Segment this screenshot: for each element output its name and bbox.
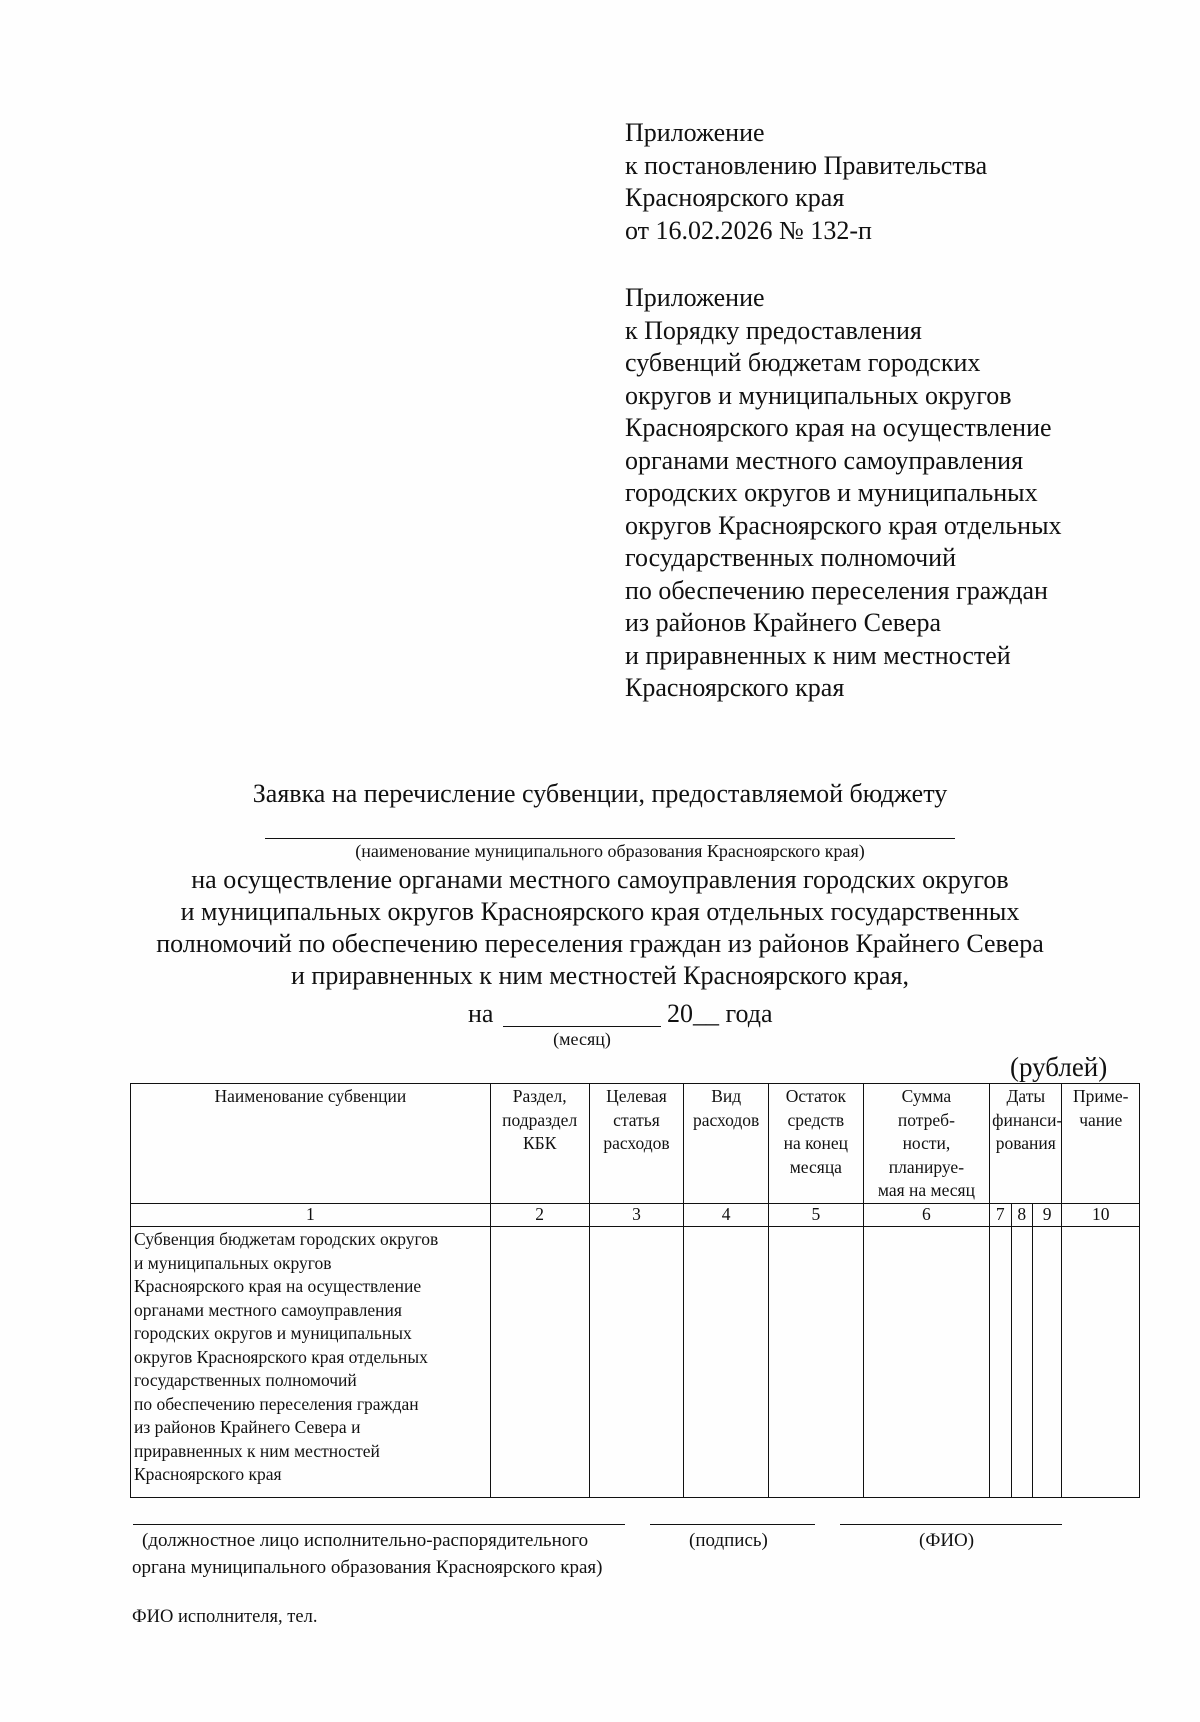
period-year: 20__ года <box>667 999 773 1028</box>
subsidy-name-line: государственных полномочий <box>134 1370 357 1390</box>
header-text-line: на конец <box>783 1133 849 1153</box>
appendix-line: органами местного самоуправления <box>625 445 1024 475</box>
header-balance <box>768 1084 863 1204</box>
appendix-line: и приравненных к ним местностей <box>625 640 1011 670</box>
article-cell <box>589 1227 684 1498</box>
header-text-line: чание <box>1079 1109 1123 1130</box>
date-cell-8 <box>1011 1227 1032 1498</box>
column-number: 5 <box>768 1204 863 1227</box>
header-text-line: КБК <box>522 1133 557 1153</box>
appendix-line: Приложение <box>625 118 765 147</box>
kbk-cell <box>490 1227 589 1498</box>
column-number: 7 <box>990 1204 1011 1227</box>
subsidy-name-line: округов Красноярского края отдельных <box>134 1346 428 1367</box>
column-number: 4 <box>684 1204 769 1227</box>
subsidy-name-line: приравненных к ним местностей <box>134 1440 380 1461</box>
date-cell-9 <box>1032 1227 1062 1498</box>
appendix-line: округов и муниципальных округов <box>625 380 1012 410</box>
header-text-line: Приме- <box>1073 1086 1129 1106</box>
header-text-line: средств <box>787 1109 845 1130</box>
header-text-line: Раздел, <box>512 1086 567 1106</box>
header-text-line: Остаток <box>785 1086 846 1106</box>
header-text-line: расходов <box>603 1133 670 1153</box>
column-number: 9 <box>1032 1204 1062 1227</box>
full-name-caption: (ФИО) <box>919 1530 975 1551</box>
header-text-line: финанси- <box>992 1109 1063 1130</box>
appendix-line: городских округов и муниципальных <box>625 478 1038 507</box>
signature-caption: (подпись) <box>689 1530 768 1551</box>
header-text-line: Даты <box>1006 1086 1046 1106</box>
units-label: (рублей) <box>1010 1052 1108 1082</box>
municipality-name-line <box>265 838 955 839</box>
header-kbk <box>490 1084 589 1204</box>
appendix-line: округов Красноярского края отдельных <box>625 510 1062 540</box>
column-number: 10 <box>1062 1204 1140 1227</box>
column-number: 2 <box>490 1204 589 1227</box>
appendix-line: Красноярского края <box>625 673 845 702</box>
column-number: 1 <box>131 1204 491 1227</box>
appendix-line: государственных полномочий <box>625 543 957 572</box>
header-text-line: планируе- <box>888 1156 965 1177</box>
header-text-line: Сумма <box>901 1086 952 1106</box>
subsidy-name-line: Красноярского края <box>134 1464 282 1484</box>
official-caption-line: (должностное лицо исполнительно-распорядительного <box>142 1530 589 1551</box>
appendix-line: по обеспечению переселения граждан <box>625 575 1048 605</box>
header-need <box>863 1084 989 1204</box>
appendix-line: к постановлению Правительства <box>625 150 988 180</box>
official-caption-line: органа муниципального образования Красноярского края) <box>132 1557 603 1578</box>
month-caption: (месяц) <box>553 1029 611 1049</box>
official-signature-line <box>133 1524 625 1525</box>
appendix-line: Красноярского края <box>625 183 845 212</box>
header-text-line: ности, <box>902 1133 951 1153</box>
header-expense-type <box>684 1084 769 1204</box>
subtitle-line: на осуществление органами местного самоуправления городских округов <box>191 865 1009 894</box>
subsidy-name-line: из районов Крайнего Севера и <box>134 1417 361 1437</box>
executor-contact: ФИО исполнителя, тел. <box>132 1607 318 1627</box>
header-text-line: подраздел <box>502 1109 578 1130</box>
subtitle-line: и приравненных к ним местностей Красноярского края, <box>291 961 909 990</box>
column-number: 8 <box>1011 1204 1032 1227</box>
month-blank-line <box>503 1026 661 1027</box>
appendix-line: субвенций бюджетам городских <box>625 348 981 377</box>
header-text-line: расходов <box>693 1109 760 1130</box>
official-caption <box>132 1527 602 1581</box>
header-text-line: Целевая <box>606 1086 667 1106</box>
header-text-line: месяца <box>789 1156 842 1177</box>
subsidy-request-table <box>130 1083 1140 1498</box>
appendix-line: из районов Крайнего Севера <box>625 608 941 637</box>
header-article <box>589 1084 684 1204</box>
header-text-line: рования <box>995 1133 1056 1153</box>
municipality-caption: (наименование муниципального образования Красноярского края) <box>355 841 865 861</box>
note-cell <box>1062 1227 1140 1498</box>
expense-type-cell <box>684 1227 769 1498</box>
header-text-line: мая на месяц <box>877 1180 975 1200</box>
subsidy-name-line: Субвенция бюджетам городских округов <box>134 1229 439 1249</box>
header-text-line: статья <box>613 1109 660 1130</box>
period-prefix: на <box>468 999 494 1028</box>
request-title: Заявка на перечисление субвенции, предоставляемой бюджету <box>252 779 948 808</box>
subsidy-name-line: органами местного самоуправления <box>134 1299 402 1320</box>
column-number: 3 <box>589 1204 684 1227</box>
header-text-line: Вид <box>711 1086 742 1106</box>
subsidy-name-line: Красноярского края на осуществление <box>134 1276 422 1296</box>
subsidy-name-line: городских округов и муниципальных <box>134 1323 412 1343</box>
balance-cell <box>768 1227 863 1498</box>
subsidy-name-line: по обеспечению переселения граждан <box>134 1393 419 1414</box>
appendix-line: Приложение <box>625 283 765 312</box>
column-number-row <box>131 1204 1140 1227</box>
appendix-resolution-block <box>625 117 987 247</box>
signature-line <box>650 1524 815 1525</box>
header-dates <box>990 1084 1062 1204</box>
header-text-line: потреб- <box>897 1109 955 1130</box>
subsidy-name-line: и муниципальных округов <box>134 1252 332 1273</box>
table-row <box>131 1227 1140 1498</box>
appendix-line: Красноярского края на осуществление <box>625 413 1052 442</box>
request-subtitle <box>0 864 1200 992</box>
header-name-text: Наименование субвенции <box>214 1086 407 1106</box>
need-cell <box>863 1227 989 1498</box>
subsidy-name-cell <box>131 1227 491 1498</box>
full-name-line <box>840 1524 1062 1525</box>
subtitle-line: и муниципальных округов Красноярского края отдельных государственных <box>180 897 1020 926</box>
subtitle-line: полномочий по обеспечению переселения граждан из районов Крайнего Севера <box>156 929 1044 958</box>
appendix-line: от 16.02.2026 № 132-п <box>625 215 872 245</box>
appendix-procedure-block <box>625 282 1062 705</box>
date-cell-7 <box>990 1227 1011 1498</box>
header-note <box>1062 1084 1140 1204</box>
appendix-line: к Порядку предоставления <box>625 315 922 345</box>
header-name <box>131 1084 491 1204</box>
column-number: 6 <box>863 1204 989 1227</box>
table-header-row <box>131 1084 1140 1204</box>
